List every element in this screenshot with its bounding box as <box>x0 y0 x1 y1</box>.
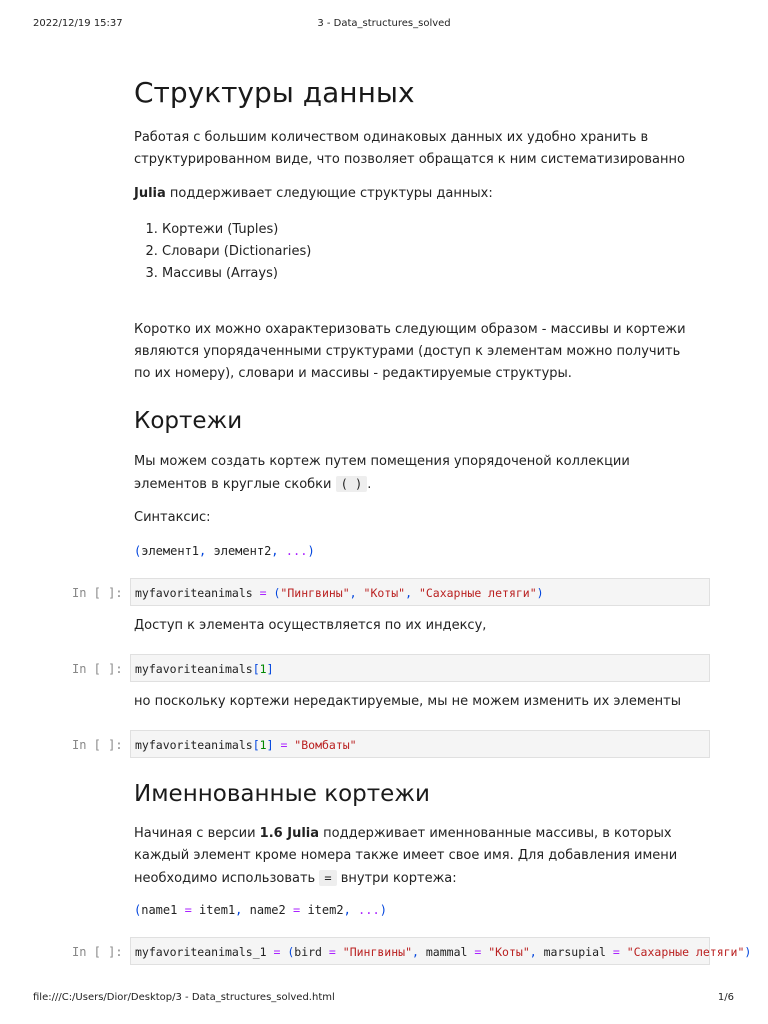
version-bold: 1.6 Julia <box>259 826 320 841</box>
tuple-syntax <box>134 544 315 558</box>
syntax-name1: name1 <box>141 903 178 917</box>
print-url: file:///C:/Users/Dior/Desktop/3 - Data_structures_solved.html <box>33 992 335 1003</box>
code-string: "Вомбаты" <box>294 738 357 752</box>
print-footer <box>0 990 768 1010</box>
code-string: "Пингвины" <box>342 945 413 959</box>
code-op: = <box>273 738 295 752</box>
code-var: myfavoriteanimals_1 <box>135 945 267 959</box>
syntax-ellipsis: ... <box>350 903 380 917</box>
code-paren: ( <box>273 586 281 600</box>
code-comma: , <box>529 945 544 959</box>
print-header <box>0 0 768 40</box>
syntax-comma: , <box>235 903 243 917</box>
code-bracket: ] <box>266 738 274 752</box>
print-datetime: 2022/12/19 15:37 <box>33 18 123 29</box>
syntax-item1: item1 <box>199 903 236 917</box>
code-op: = <box>266 945 288 959</box>
syntax-comma: , <box>343 903 351 917</box>
supports-paragraph <box>134 183 694 205</box>
code-paren: ( <box>287 945 295 959</box>
code-line <box>135 662 274 676</box>
named-tuples-description <box>134 823 694 890</box>
tuples-heading: Кортежи <box>134 408 243 434</box>
syntax-element2: элемент2 <box>206 544 272 558</box>
page-number: 1/6 <box>717 992 734 1003</box>
syntax-item2: item2 <box>307 903 344 917</box>
supports-text: поддерживает следующие структуры данных: <box>165 186 493 201</box>
structures-list <box>134 219 311 285</box>
code-input[interactable] <box>130 937 752 965</box>
cell-prompt: In [ ]: <box>72 945 123 959</box>
code-cell <box>0 578 768 608</box>
code-key: bird <box>294 945 322 959</box>
code-number: 1 <box>259 738 267 752</box>
code-input[interactable] <box>130 730 710 758</box>
code-var: myfavoriteanimals <box>135 738 253 752</box>
list-item: 2. Словари (Dictionaries) <box>162 241 311 263</box>
code-bracket: ] <box>266 662 274 676</box>
list-item: 3. Массивы (Arrays) <box>162 263 311 285</box>
code-line <box>135 738 357 752</box>
code-string: "Сахарные летяги" <box>418 586 537 600</box>
code-string: "Пингвины" <box>280 586 350 600</box>
code-input[interactable] <box>130 654 710 682</box>
code-input[interactable] <box>130 578 710 606</box>
code-var: myfavoriteanimals <box>135 586 253 600</box>
named-desc-end: внутри кортежа: <box>336 871 457 886</box>
list-item: 1. Кортежи (Tuples) <box>162 219 311 241</box>
code-op: = <box>467 945 489 959</box>
julia-bold: Julia <box>134 186 166 201</box>
code-paren: ) <box>744 945 752 959</box>
syntax-close-paren: ) <box>307 544 315 558</box>
syntax-equals: = <box>285 903 308 917</box>
code-paren: ) <box>536 586 544 600</box>
syntax-comma: , <box>199 544 207 558</box>
intro-paragraph: Работая с большим количеством одинаковых данных их удобно хранить в структурированном виде, что позволяет обращатся к ним систематизированно <box>134 130 685 167</box>
syntax-ellipsis: ... <box>278 544 308 558</box>
syntax-element1: элемент1 <box>141 544 200 558</box>
code-op: = <box>605 945 627 959</box>
print-title: 3 - Data_structures_solved <box>317 18 451 29</box>
code-line <box>135 945 751 959</box>
syntax-equals: = <box>177 903 200 917</box>
code-key: marsupial <box>543 945 606 959</box>
syntax-open-paren: ( <box>134 544 142 558</box>
code-string: "Коты" <box>488 945 530 959</box>
named-desc-text: Начиная с версии <box>134 826 260 841</box>
code-var: myfavoriteanimals <box>135 662 253 676</box>
code-cell <box>0 937 768 967</box>
cell-prompt: In [ ]: <box>72 586 123 600</box>
code-comma: , <box>349 586 364 600</box>
code-op: = <box>252 586 274 600</box>
immutable-paragraph: но поскольку кортежи нередактируемые, мы не можем изменить их элементы <box>134 694 681 709</box>
syntax-close-paren: ) <box>379 903 387 917</box>
access-paragraph: Доступ к элемента осуществляется по их индексу, <box>134 618 487 633</box>
code-op: = <box>321 945 343 959</box>
code-line <box>135 586 544 600</box>
named-tuples-heading: Именнованные кортежи <box>134 781 430 807</box>
code-string: "Коты" <box>363 586 406 600</box>
code-number: 1 <box>259 662 267 676</box>
cell-prompt: In [ ]: <box>72 662 123 676</box>
cell-prompt: In [ ]: <box>72 738 123 752</box>
syntax-comma: , <box>271 544 279 558</box>
code-key: mammal <box>425 945 468 959</box>
tuples-description <box>134 451 694 496</box>
inline-code-equals: = <box>319 870 336 886</box>
code-cell <box>0 654 768 684</box>
summary-paragraph: Коротко их можно охарактеризовать следующим образом - массивы и кортежи являются упорядаченными структурами (доступ к элементам можно получить по их номеру), словари и массивы - редактируемые структуры. <box>134 322 686 381</box>
code-string: "Сахарные летяги" <box>626 945 745 959</box>
syntax-open-paren: ( <box>134 903 142 917</box>
tuples-desc-end: . <box>367 477 372 492</box>
code-comma: , <box>405 586 419 600</box>
named-desc-middle: поддерживает именнованные массивы, в которых каждый элемент кроме номера также имеет свое имя. Для добавления имени необходимо использовать <box>134 826 678 886</box>
tuples-desc-text: Мы можем создать кортеж путем помещения упорядоченой коллекции элементов в круглые скобки <box>134 454 630 492</box>
page-title: Структуры данных <box>134 76 415 109</box>
code-bracket: [ <box>252 662 260 676</box>
named-tuple-syntax <box>134 903 387 917</box>
code-bracket: [ <box>252 738 260 752</box>
syntax-label: Синтаксис: <box>134 510 211 525</box>
code-cell <box>0 730 768 760</box>
code-comma: , <box>412 945 426 959</box>
syntax-name2: name2 <box>242 903 286 917</box>
inline-code-parens: ( ) <box>336 476 368 492</box>
